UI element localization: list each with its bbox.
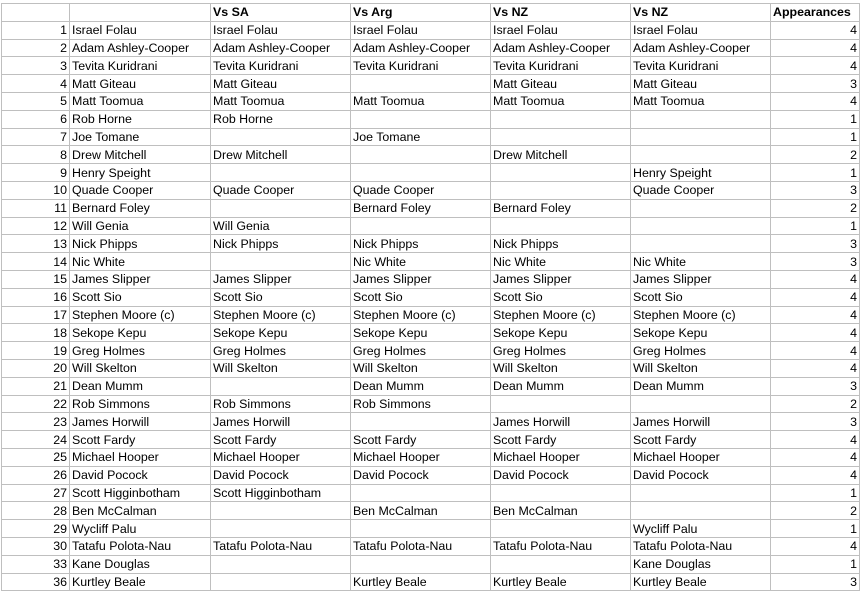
cell-vs-nz-1[interactable]: Matt Toomua (491, 92, 631, 110)
cell-vs-nz-1[interactable]: Stephen Moore (c) (491, 306, 631, 324)
cell-appearances[interactable]: 1 (771, 164, 860, 182)
spreadsheet-table (1, 3, 860, 591)
cell-appearances[interactable]: 4 (771, 448, 860, 466)
cell-vs-nz-1[interactable] (491, 520, 631, 538)
cell-appearances[interactable]: 2 (771, 199, 860, 217)
cell-vs-sa[interactable] (211, 555, 351, 573)
cell-vs-nz-1[interactable]: Kurtley Beale (491, 573, 631, 591)
cell-vs-nz-2[interactable]: Kurtley Beale (631, 573, 771, 591)
table-row (2, 324, 860, 342)
cell-vs-sa[interactable]: Quade Cooper (211, 181, 351, 199)
table-row (2, 217, 860, 235)
cell-vs-arg[interactable]: Tatafu Polota-Nau (351, 537, 491, 555)
cell-player[interactable]: Tevita Kuridrani (70, 57, 211, 75)
cell-vs-arg[interactable]: David Pocock (351, 466, 491, 484)
cell-number[interactable]: 3 (2, 57, 70, 75)
cell-vs-arg[interactable]: Matt Toomua (351, 92, 491, 110)
cell-vs-nz-2[interactable] (631, 235, 771, 253)
cell-vs-nz-2[interactable]: Adam Ashley-Cooper (631, 39, 771, 57)
table-row (2, 555, 860, 573)
cell-player[interactable]: Scott Sio (70, 288, 211, 306)
cell-vs-nz-1[interactable]: Sekope Kepu (491, 324, 631, 342)
cell-vs-arg[interactable]: Quade Cooper (351, 181, 491, 199)
cell-number[interactable]: 28 (2, 502, 70, 520)
cell-player[interactable]: David Pocock (70, 466, 211, 484)
cell-vs-nz-1[interactable]: Nic White (491, 253, 631, 271)
cell-appearances[interactable]: 1 (771, 217, 860, 235)
cell-player[interactable]: Quade Cooper (70, 181, 211, 199)
cell-appearances[interactable]: 4 (771, 306, 860, 324)
cell-number[interactable]: 33 (2, 555, 70, 573)
cell-vs-nz-2[interactable]: Matt Giteau (631, 75, 771, 93)
table-row (2, 484, 860, 502)
cell-number[interactable]: 22 (2, 395, 70, 413)
cell-number[interactable]: 2 (2, 39, 70, 57)
cell-player[interactable]: Ben McCalman (70, 502, 211, 520)
cell-player[interactable]: Michael Hooper (70, 448, 211, 466)
table-row (2, 377, 860, 395)
cell-appearances[interactable]: 3 (771, 75, 860, 93)
cell-number[interactable]: 36 (2, 573, 70, 591)
cell-vs-sa[interactable]: Nick Phipps (211, 235, 351, 253)
cell-number[interactable]: 16 (2, 288, 70, 306)
cell-vs-arg[interactable] (351, 164, 491, 182)
cell-vs-arg[interactable]: Nick Phipps (351, 235, 491, 253)
cell-vs-sa[interactable] (211, 253, 351, 271)
cell-number[interactable]: 5 (2, 92, 70, 110)
cell-vs-arg[interactable]: Tevita Kuridrani (351, 57, 491, 75)
cell-vs-sa[interactable] (211, 199, 351, 217)
cell-vs-nz-1[interactable]: Israel Folau (491, 21, 631, 39)
cell-vs-nz-2[interactable] (631, 217, 771, 235)
header-vs-sa[interactable]: Vs SA (211, 4, 351, 22)
cell-player[interactable]: Bernard Foley (70, 199, 211, 217)
cell-vs-nz-1[interactable]: Scott Fardy (491, 431, 631, 449)
cell-number[interactable]: 26 (2, 466, 70, 484)
cell-number[interactable]: 27 (2, 484, 70, 502)
cell-vs-sa[interactable]: James Horwill (211, 413, 351, 431)
cell-vs-nz-1[interactable]: Dean Mumm (491, 377, 631, 395)
cell-vs-arg[interactable]: Adam Ashley-Cooper (351, 39, 491, 57)
cell-vs-arg[interactable]: Michael Hooper (351, 448, 491, 466)
header-vs-nz-2[interactable]: Vs NZ (631, 4, 771, 22)
cell-vs-arg[interactable] (351, 520, 491, 538)
cell-vs-sa[interactable]: Greg Holmes (211, 342, 351, 360)
cell-vs-arg[interactable] (351, 555, 491, 573)
cell-vs-nz-2[interactable] (631, 395, 771, 413)
cell-appearances[interactable]: 2 (771, 146, 860, 164)
cell-vs-nz-2[interactable]: Henry Speight (631, 164, 771, 182)
table-row (2, 146, 860, 164)
cell-vs-sa[interactable]: Drew Mitchell (211, 146, 351, 164)
table-row (2, 270, 860, 288)
table-row (2, 502, 860, 520)
cell-vs-sa[interactable] (211, 128, 351, 146)
cell-player[interactable]: Matt Toomua (70, 92, 211, 110)
cell-vs-sa[interactable] (211, 520, 351, 538)
table-row (2, 253, 860, 271)
header-player[interactable] (70, 4, 211, 22)
cell-number[interactable]: 19 (2, 342, 70, 360)
cell-number[interactable]: 17 (2, 306, 70, 324)
cell-vs-sa[interactable]: Tevita Kuridrani (211, 57, 351, 75)
cell-player[interactable]: Henry Speight (70, 164, 211, 182)
cell-player[interactable]: Rob Horne (70, 110, 211, 128)
cell-vs-sa[interactable]: Will Skelton (211, 359, 351, 377)
cell-vs-nz-1[interactable] (491, 164, 631, 182)
cell-vs-arg[interactable] (351, 217, 491, 235)
header-vs-nz-1[interactable]: Vs NZ (491, 4, 631, 22)
cell-vs-sa[interactable]: Sekope Kepu (211, 324, 351, 342)
table-row (2, 39, 860, 57)
cell-vs-nz-2[interactable] (631, 502, 771, 520)
cell-player[interactable]: Sekope Kepu (70, 324, 211, 342)
cell-vs-arg[interactable]: Will Skelton (351, 359, 491, 377)
cell-number[interactable]: 8 (2, 146, 70, 164)
cell-vs-nz-1[interactable]: Michael Hooper (491, 448, 631, 466)
cell-vs-arg[interactable]: James Slipper (351, 270, 491, 288)
cell-vs-nz-1[interactable]: Will Skelton (491, 359, 631, 377)
cell-vs-sa[interactable]: Matt Toomua (211, 92, 351, 110)
cell-vs-nz-2[interactable] (631, 146, 771, 164)
table-row (2, 57, 860, 75)
table-row (2, 359, 860, 377)
cell-vs-arg[interactable]: Sekope Kepu (351, 324, 491, 342)
cell-vs-nz-2[interactable]: Kane Douglas (631, 555, 771, 573)
cell-vs-arg[interactable] (351, 413, 491, 431)
cell-vs-sa[interactable]: Israel Folau (211, 21, 351, 39)
cell-player[interactable]: Will Genia (70, 217, 211, 235)
cell-appearances[interactable]: 3 (771, 573, 860, 591)
cell-appearances[interactable]: 2 (771, 502, 860, 520)
cell-vs-nz-2[interactable] (631, 484, 771, 502)
cell-vs-nz-1[interactable] (491, 181, 631, 199)
cell-vs-nz-2[interactable]: James Slipper (631, 270, 771, 288)
cell-appearances[interactable]: 4 (771, 57, 860, 75)
cell-vs-sa[interactable] (211, 573, 351, 591)
cell-vs-sa[interactable]: Rob Simmons (211, 395, 351, 413)
cell-vs-nz-2[interactable] (631, 128, 771, 146)
cell-player[interactable]: James Horwill (70, 413, 211, 431)
cell-vs-sa[interactable]: Scott Higginbotham (211, 484, 351, 502)
cell-number[interactable]: 9 (2, 164, 70, 182)
cell-appearances[interactable]: 4 (771, 92, 860, 110)
cell-player[interactable]: Rob Simmons (70, 395, 211, 413)
cell-vs-sa[interactable] (211, 377, 351, 395)
cell-vs-arg[interactable]: Rob Simmons (351, 395, 491, 413)
cell-appearances[interactable]: 1 (771, 520, 860, 538)
cell-player[interactable]: Kurtley Beale (70, 573, 211, 591)
cell-vs-arg[interactable] (351, 146, 491, 164)
cell-vs-nz-1[interactable] (491, 128, 631, 146)
cell-number[interactable]: 4 (2, 75, 70, 93)
cell-player[interactable]: James Slipper (70, 270, 211, 288)
cell-appearances[interactable]: 3 (771, 413, 860, 431)
cell-vs-sa[interactable] (211, 164, 351, 182)
cell-number[interactable]: 30 (2, 537, 70, 555)
cell-vs-nz-2[interactable]: Tevita Kuridrani (631, 57, 771, 75)
cell-vs-nz-2[interactable]: Sekope Kepu (631, 324, 771, 342)
cell-number[interactable]: 1 (2, 21, 70, 39)
table-row (2, 199, 860, 217)
cell-vs-nz-2[interactable]: Michael Hooper (631, 448, 771, 466)
cell-vs-nz-2[interactable]: Stephen Moore (c) (631, 306, 771, 324)
cell-appearances[interactable]: 4 (771, 537, 860, 555)
cell-player[interactable]: Scott Higginbotham (70, 484, 211, 502)
cell-player[interactable]: Adam Ashley-Cooper (70, 39, 211, 57)
cell-vs-arg[interactable]: Israel Folau (351, 21, 491, 39)
cell-appearances[interactable]: 3 (771, 253, 860, 271)
table-row (2, 573, 860, 591)
cell-number[interactable]: 25 (2, 448, 70, 466)
cell-appearances[interactable]: 4 (771, 324, 860, 342)
cell-vs-nz-1[interactable]: Nick Phipps (491, 235, 631, 253)
cell-vs-sa[interactable]: Rob Horne (211, 110, 351, 128)
cell-player[interactable]: Kane Douglas (70, 555, 211, 573)
cell-vs-nz-2[interactable]: Greg Holmes (631, 342, 771, 360)
table-row (2, 342, 860, 360)
cell-appearances[interactable]: 4 (771, 288, 860, 306)
cell-vs-nz-1[interactable] (491, 110, 631, 128)
cell-number[interactable]: 6 (2, 110, 70, 128)
cell-vs-arg[interactable]: Scott Sio (351, 288, 491, 306)
cell-vs-nz-1[interactable]: Greg Holmes (491, 342, 631, 360)
table-row (2, 413, 860, 431)
cell-vs-sa[interactable]: Matt Giteau (211, 75, 351, 93)
table-row (2, 395, 860, 413)
cell-vs-sa[interactable]: Tatafu Polota-Nau (211, 537, 351, 555)
cell-vs-nz-1[interactable]: Adam Ashley-Cooper (491, 39, 631, 57)
cell-vs-nz-2[interactable] (631, 199, 771, 217)
table-row (2, 128, 860, 146)
cell-vs-arg[interactable]: Stephen Moore (c) (351, 306, 491, 324)
cell-number[interactable]: 13 (2, 235, 70, 253)
cell-vs-arg[interactable]: Greg Holmes (351, 342, 491, 360)
cell-player[interactable]: Wycliff Palu (70, 520, 211, 538)
cell-vs-nz-2[interactable]: Tatafu Polota-Nau (631, 537, 771, 555)
cell-vs-arg[interactable]: Scott Fardy (351, 431, 491, 449)
cell-appearances[interactable]: 4 (771, 270, 860, 288)
cell-appearances[interactable]: 4 (771, 466, 860, 484)
cell-vs-arg[interactable]: Nic White (351, 253, 491, 271)
cell-vs-nz-1[interactable]: James Horwill (491, 413, 631, 431)
cell-vs-nz-2[interactable]: Scott Fardy (631, 431, 771, 449)
cell-player[interactable]: Stephen Moore (c) (70, 306, 211, 324)
table-row (2, 21, 860, 39)
cell-vs-arg[interactable] (351, 484, 491, 502)
cell-vs-arg[interactable]: Dean Mumm (351, 377, 491, 395)
cell-vs-nz-2[interactable] (631, 110, 771, 128)
cell-vs-nz-2[interactable]: Israel Folau (631, 21, 771, 39)
cell-vs-arg[interactable]: Kurtley Beale (351, 573, 491, 591)
cell-number[interactable]: 21 (2, 377, 70, 395)
cell-vs-nz-2[interactable]: Nic White (631, 253, 771, 271)
cell-vs-nz-1[interactable] (491, 395, 631, 413)
cell-number[interactable]: 14 (2, 253, 70, 271)
cell-vs-nz-1[interactable] (491, 217, 631, 235)
cell-number[interactable]: 15 (2, 270, 70, 288)
cell-vs-nz-1[interactable]: Bernard Foley (491, 199, 631, 217)
cell-vs-sa[interactable]: Scott Fardy (211, 431, 351, 449)
cell-vs-sa[interactable]: Adam Ashley-Cooper (211, 39, 351, 57)
table-row (2, 110, 860, 128)
table-row (2, 181, 860, 199)
cell-vs-sa[interactable]: Scott Sio (211, 288, 351, 306)
cell-player[interactable]: Dean Mumm (70, 377, 211, 395)
cell-number[interactable]: 11 (2, 199, 70, 217)
table-row (2, 537, 860, 555)
cell-vs-nz-1[interactable]: James Slipper (491, 270, 631, 288)
cell-vs-nz-1[interactable]: Drew Mitchell (491, 146, 631, 164)
cell-player[interactable]: Matt Giteau (70, 75, 211, 93)
cell-player[interactable]: Israel Folau (70, 21, 211, 39)
cell-vs-sa[interactable]: David Pocock (211, 466, 351, 484)
cell-player[interactable]: Greg Holmes (70, 342, 211, 360)
cell-appearances[interactable]: 4 (771, 21, 860, 39)
cell-appearances[interactable]: 1 (771, 110, 860, 128)
cell-appearances[interactable]: 1 (771, 484, 860, 502)
header-number[interactable] (2, 4, 70, 22)
cell-vs-nz-1[interactable]: Matt Giteau (491, 75, 631, 93)
header-row (2, 4, 860, 22)
cell-vs-arg[interactable]: Bernard Foley (351, 199, 491, 217)
cell-vs-arg[interactable] (351, 75, 491, 93)
cell-appearances[interactable]: 4 (771, 431, 860, 449)
cell-player[interactable]: Will Skelton (70, 359, 211, 377)
cell-vs-nz-2[interactable]: Will Skelton (631, 359, 771, 377)
cell-number[interactable]: 29 (2, 520, 70, 538)
cell-player[interactable]: Drew Mitchell (70, 146, 211, 164)
table-row (2, 288, 860, 306)
cell-player[interactable]: Joe Tomane (70, 128, 211, 146)
cell-appearances[interactable]: 4 (771, 342, 860, 360)
table-row (2, 235, 860, 253)
cell-vs-nz-2[interactable]: Scott Sio (631, 288, 771, 306)
cell-number[interactable]: 18 (2, 324, 70, 342)
cell-vs-nz-1[interactable]: Tatafu Polota-Nau (491, 537, 631, 555)
cell-appearances[interactable]: 1 (771, 128, 860, 146)
cell-vs-sa[interactable] (211, 502, 351, 520)
cell-vs-sa[interactable]: Michael Hooper (211, 448, 351, 466)
cell-appearances[interactable]: 2 (771, 395, 860, 413)
cell-vs-arg[interactable]: Ben McCalman (351, 502, 491, 520)
cell-number[interactable]: 12 (2, 217, 70, 235)
cell-number[interactable]: 20 (2, 359, 70, 377)
table-row (2, 164, 860, 182)
cell-appearances[interactable]: 4 (771, 359, 860, 377)
table-row (2, 75, 860, 93)
table-row (2, 431, 860, 449)
cell-appearances[interactable]: 3 (771, 377, 860, 395)
cell-vs-sa[interactable]: James Slipper (211, 270, 351, 288)
table-row (2, 448, 860, 466)
cell-vs-nz-2[interactable]: James Horwill (631, 413, 771, 431)
cell-player[interactable]: Nick Phipps (70, 235, 211, 253)
cell-vs-arg[interactable]: Joe Tomane (351, 128, 491, 146)
cell-player[interactable]: Nic White (70, 253, 211, 271)
cell-vs-nz-2[interactable]: Matt Toomua (631, 92, 771, 110)
header-vs-arg[interactable]: Vs Arg (351, 4, 491, 22)
cell-vs-nz-1[interactable] (491, 484, 631, 502)
table-row (2, 520, 860, 538)
cell-number[interactable]: 7 (2, 128, 70, 146)
cell-appearances[interactable]: 3 (771, 181, 860, 199)
table-row (2, 466, 860, 484)
cell-appearances[interactable]: 4 (771, 39, 860, 57)
header-appearances[interactable]: Appearances (771, 4, 860, 22)
cell-vs-nz-1[interactable]: Scott Sio (491, 288, 631, 306)
table-row (2, 306, 860, 324)
cell-number[interactable]: 10 (2, 181, 70, 199)
cell-player[interactable]: Tatafu Polota-Nau (70, 537, 211, 555)
cell-vs-sa[interactable]: Stephen Moore (c) (211, 306, 351, 324)
cell-appearances[interactable]: 3 (771, 235, 860, 253)
cell-vs-nz-1[interactable]: Ben McCalman (491, 502, 631, 520)
cell-vs-nz-2[interactable]: Wycliff Palu (631, 520, 771, 538)
cell-number[interactable]: 23 (2, 413, 70, 431)
cell-player[interactable]: Scott Fardy (70, 431, 211, 449)
cell-vs-arg[interactable] (351, 110, 491, 128)
cell-vs-nz-2[interactable]: Dean Mumm (631, 377, 771, 395)
table-row (2, 92, 860, 110)
cell-vs-nz-2[interactable]: Quade Cooper (631, 181, 771, 199)
cell-vs-nz-1[interactable]: Tevita Kuridrani (491, 57, 631, 75)
cell-vs-sa[interactable]: Will Genia (211, 217, 351, 235)
cell-vs-nz-1[interactable] (491, 555, 631, 573)
cell-appearances[interactable]: 1 (771, 555, 860, 573)
cell-vs-nz-1[interactable]: David Pocock (491, 466, 631, 484)
cell-vs-nz-2[interactable]: David Pocock (631, 466, 771, 484)
cell-number[interactable]: 24 (2, 431, 70, 449)
